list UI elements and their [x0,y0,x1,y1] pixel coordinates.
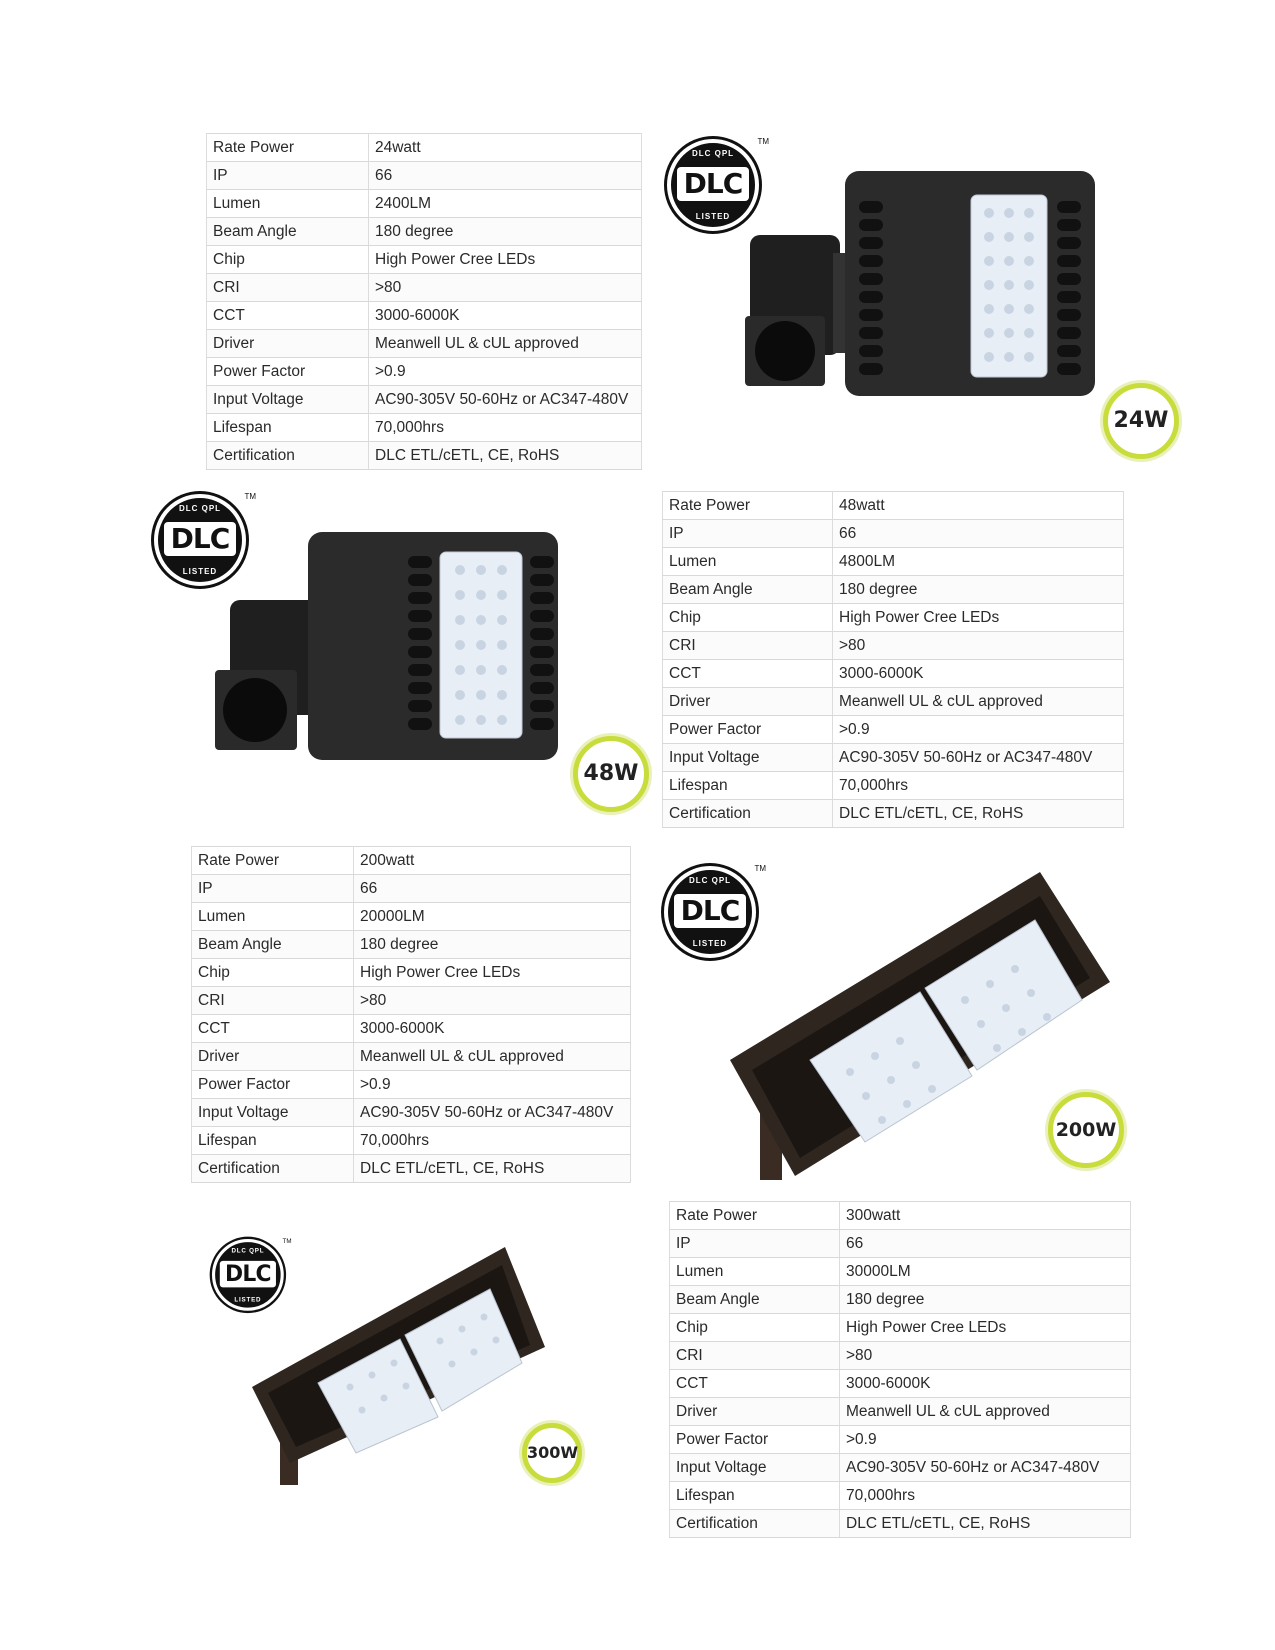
spec-row [192,1155,631,1183]
watt-badge: 48W [573,736,649,812]
spec-row [663,492,1124,520]
spec-value: 4800LM [833,548,1124,576]
spec-value: 70,000hrs [354,1127,631,1155]
product-image-48w [150,490,650,820]
spec-value: 66 [833,520,1124,548]
spec-row [663,716,1124,744]
spec-value: 24watt [369,134,642,162]
spec-label: Driver [670,1398,840,1426]
spec-row [670,1426,1131,1454]
spec-row [192,987,631,1015]
spec-row [207,414,642,442]
spec-value: DLC ETL/cETL, CE, RoHS [833,800,1124,828]
spec-value: 300watt [840,1202,1131,1230]
spec-value: 20000LM [354,903,631,931]
product-image-300w [200,1235,600,1495]
spec-value: DLC ETL/cETL, CE, RoHS [354,1155,631,1183]
spec-label: Lumen [663,548,833,576]
spec-value: Meanwell UL & cUL approved [354,1043,631,1071]
spec-value: 3000-6000K [833,660,1124,688]
spec-label: Input Voltage [192,1099,354,1127]
spec-value: 180 degree [369,218,642,246]
spec-row [663,632,1124,660]
watt-badge: 300W [522,1423,582,1483]
spec-row [207,274,642,302]
spec-label: Driver [192,1043,354,1071]
spec-label: Certification [207,442,369,470]
spec-label: Lifespan [670,1482,840,1510]
spec-label: Certification [670,1510,840,1538]
spec-value: 3000-6000K [354,1015,631,1043]
spec-label: Rate Power [192,847,354,875]
spec-label: Chip [207,246,369,274]
spec-row [663,548,1124,576]
spec-row [192,1043,631,1071]
spec-value: >80 [354,987,631,1015]
spec-row [192,959,631,987]
spec-label: Lumen [207,190,369,218]
spec-label: CRI [192,987,354,1015]
spec-table-24w [206,133,642,470]
spec-label: Driver [207,330,369,358]
dlc-logo-icon: DLC QPL DLC LISTED TM [154,494,246,586]
spec-value: 30000LM [840,1258,1131,1286]
spec-value: >0.9 [369,358,642,386]
spec-label: Input Voltage [207,386,369,414]
spec-label: Chip [663,604,833,632]
dlc-logo-icon: DLC QPL DLC LISTED TM [664,866,756,958]
spec-table-200w [191,846,631,1183]
spec-value: 3000-6000K [369,302,642,330]
spec-label: Driver [663,688,833,716]
spec-value: >80 [833,632,1124,660]
spec-row [207,162,642,190]
spec-row [192,1099,631,1127]
product-image-24w [665,133,1185,463]
spec-row [670,1286,1131,1314]
dlc-logo-icon: DLC QPL DLC LISTED TM [667,139,759,231]
spec-label: IP [670,1230,840,1258]
spec-value: 70,000hrs [833,772,1124,800]
spec-label: Rate Power [670,1202,840,1230]
spec-row [207,246,642,274]
spec-label: Lifespan [192,1127,354,1155]
dlc-logo-icon: DLC QPL DLC LISTED TM [212,1239,284,1311]
spec-value: 70,000hrs [369,414,642,442]
spec-label: Rate Power [663,492,833,520]
spec-row [207,218,642,246]
spec-row [663,660,1124,688]
spec-label: CRI [663,632,833,660]
spec-value: High Power Cree LEDs [354,959,631,987]
watt-badge: 24W [1103,383,1179,459]
spec-value: 66 [840,1230,1131,1258]
spec-row [192,875,631,903]
spec-label: Chip [192,959,354,987]
spec-value: Meanwell UL & cUL approved [840,1398,1131,1426]
spec-row [670,1398,1131,1426]
spec-row [207,134,642,162]
product-image-200w [660,860,1140,1190]
spec-row [207,302,642,330]
spec-value: 180 degree [840,1286,1131,1314]
spec-value: DLC ETL/cETL, CE, RoHS [840,1510,1131,1538]
spec-value: 66 [369,162,642,190]
spec-value: >80 [369,274,642,302]
spec-row [670,1230,1131,1258]
spec-table-300w [669,1201,1131,1538]
spec-label: Beam Angle [207,218,369,246]
spec-label: IP [192,875,354,903]
spec-row [192,847,631,875]
spec-label: CCT [670,1370,840,1398]
spec-row [192,1071,631,1099]
spec-label: Lumen [192,903,354,931]
spec-label: Beam Angle [670,1286,840,1314]
spec-row [192,1015,631,1043]
spec-row [663,604,1124,632]
spec-row [670,1510,1131,1538]
spec-label: Power Factor [207,358,369,386]
spec-label: Input Voltage [663,744,833,772]
spec-value: AC90-305V 50-60Hz or AC347-480V [354,1099,631,1127]
spec-row [670,1454,1131,1482]
spec-value: Meanwell UL & cUL approved [833,688,1124,716]
spec-row [207,190,642,218]
spec-value: 180 degree [833,576,1124,604]
spec-value: 66 [354,875,631,903]
spec-row [192,1127,631,1155]
spec-value: >80 [840,1342,1131,1370]
spec-label: Rate Power [207,134,369,162]
spec-row [670,1202,1131,1230]
spec-row [207,442,642,470]
spec-value: AC90-305V 50-60Hz or AC347-480V [833,744,1124,772]
spec-value: Meanwell UL & cUL approved [369,330,642,358]
spec-value: 3000-6000K [840,1370,1131,1398]
spec-row [670,1314,1131,1342]
spec-row [207,330,642,358]
spec-table-48w [662,491,1124,828]
spec-row [670,1370,1131,1398]
spec-label: Power Factor [670,1426,840,1454]
spec-row [192,903,631,931]
spec-value: AC90-305V 50-60Hz or AC347-480V [369,386,642,414]
spec-row [663,688,1124,716]
spec-label: Beam Angle [663,576,833,604]
spec-row [670,1258,1131,1286]
spec-value: 180 degree [354,931,631,959]
spec-label: Certification [663,800,833,828]
spec-label: IP [663,520,833,548]
spec-label: CCT [207,302,369,330]
spec-value: 70,000hrs [840,1482,1131,1510]
spec-row [663,576,1124,604]
spec-value: High Power Cree LEDs [369,246,642,274]
spec-value: DLC ETL/cETL, CE, RoHS [369,442,642,470]
spec-row [207,358,642,386]
spec-label: Power Factor [663,716,833,744]
spec-row [192,931,631,959]
spec-row [663,772,1124,800]
spec-label: CRI [670,1342,840,1370]
spec-label: Input Voltage [670,1454,840,1482]
spec-value: High Power Cree LEDs [840,1314,1131,1342]
spec-row [663,800,1124,828]
spec-label: IP [207,162,369,190]
spec-label: Chip [670,1314,840,1342]
spec-value: >0.9 [833,716,1124,744]
spec-label: Lumen [670,1258,840,1286]
spec-row [670,1342,1131,1370]
spec-value: 48watt [833,492,1124,520]
spec-label: Power Factor [192,1071,354,1099]
spec-value: 2400LM [369,190,642,218]
spec-label: CRI [207,274,369,302]
spec-row [663,520,1124,548]
spec-label: CCT [192,1015,354,1043]
spec-label: Lifespan [207,414,369,442]
spec-row [207,386,642,414]
spec-row [663,744,1124,772]
spec-label: Certification [192,1155,354,1183]
spec-label: Lifespan [663,772,833,800]
spec-row [670,1482,1131,1510]
spec-value: 200watt [354,847,631,875]
spec-value: >0.9 [840,1426,1131,1454]
spec-value: >0.9 [354,1071,631,1099]
spec-label: Beam Angle [192,931,354,959]
spec-value: High Power Cree LEDs [833,604,1124,632]
watt-badge: 200W [1048,1092,1124,1168]
spec-value: AC90-305V 50-60Hz or AC347-480V [840,1454,1131,1482]
spec-label: CCT [663,660,833,688]
